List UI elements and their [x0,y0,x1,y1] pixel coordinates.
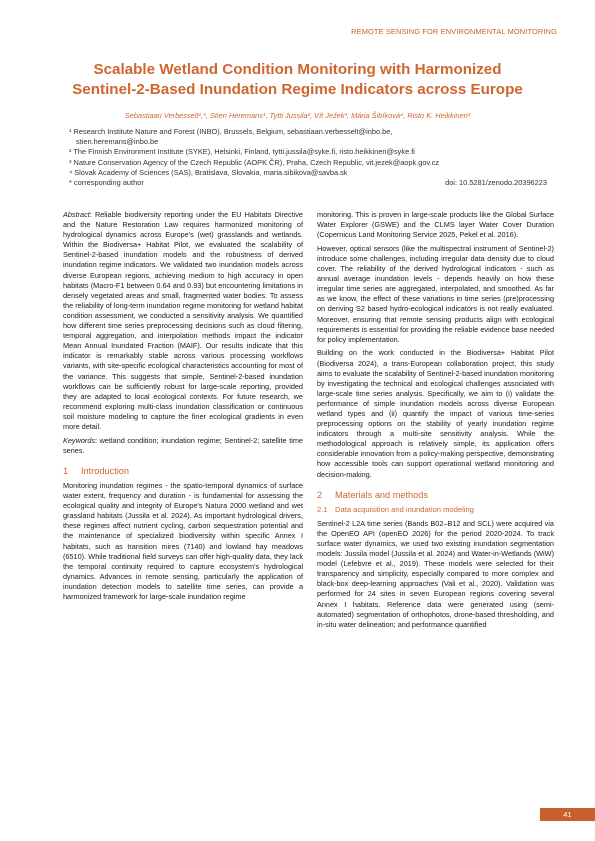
introduction-paragraph-3: Building on the work conducted in the Biodiversa+ Habitat Pilot (Biodiversa 2024), a trans-European collaboration project, this study aims to evaluate the scalability of Sentinel-2-based inundation monitoring by investigating the technical and ecological challenges associated with large-scale time series analysis. Specifically, we aim to (i) validate the performance of simple inundation models across diverse European wetland types and (ii) quantify the impact of various time-series preprocessing options on the stability of yearly inundation regime indicators through a multi-site sensitivity analysis. While the methodological approach is relatively simple, its application offers considerable innovation from a policy-making perspective, demonstrating how accessible tools can support operational wetland monitoring and decision-making. [317,348,554,479]
left-column [63,210,303,602]
section-heading-methods [317,490,554,500]
title-line-2: Sentinel-2-Based Inundation Regime Indicators across Europe [72,81,523,98]
abstract-label: Abstract [63,210,90,219]
abstract-text: : Reliable biodiversity reporting under the EU Habitats Directive and the Nature Restoration Law requires harmonized monitoring of hydrological dynamics across Europe's (wet) grasslands and wetlands. Within the Biodiversa+ Habitat Pilot, we evaluated the scalability of Sentinel-2-based inundation models and the robustness of derived inundation regime indicators. We validated two inundation models across diverse European regions, achieving medium to high accuracy in open habitats (Macro-F1 between 0.64 and 0.93) but encountering limitations in densely vegetated areas and small, fragmented water bodies. To assess the reliability of long-term inundation regime monitoring for wetland habitat condition assessment, we conducted a sensitivity analysis. We quantified how different time series preprocessing decisions such as cloud filtering, temporal aggregation, and interpolation methods impact the indicator Mean Annual Inundated Fraction (MAIF). Our results indicate that this indicator is remarkably stable across various processing workflows variants, with site-specific ecological characteristics accounting for most of the variance. This suggests that simple, Sentinel-2-based inundation workflows can be sufficiently robust for large-scale reporting, provided they are adapted to local ecological contexts. For future research, we recommend exploring multi-class inundation classification or continuous soil moisture modeling to capture the finer ecological gradients in even more detail. [63,210,303,431]
affiliation-3: ³ Nature Conservation Agency of the Czech Republic (AOPK ČR), Praha, Czech Republic, vit.jezek@aopk.gov.cz [69,157,440,167]
methods-paragraph-1: Sentinel-2 L2A time series (Bands B02–B12 and SCL) were acquired via the OpenEO API (openEO 2026) for the period 2020-2024. To track surface water dynamics, we used two existing inundation segmentation models: Jussila model (Jussila et al. 2024) and Water-in-Wetlands (WiW) model (Lefebvre et al., 2019). These models were selected for their transparency and simplicity, especially compared to more complex and black-box deep-learning approaches (Vali et al., 2020). Validation was performed for 24 sites in seven European regions covering several Annex I habitats. Reference data were generated using (semi-automated) segmentation of orthophotos, drone-based thresholding, and in-situ water delineation; and performance quantified [317,518,554,629]
introduction-paragraph-2: However, optical sensors (like the multispectral instrument of Sentinel-2) introduce some challenges, including irregular data density due to cloud cover. The reliability of the derived hydrological indicators - such as annual average inundation levels - depends heavily on how these irregular time series are aggregated, interpolated, and smoothed. As far as we know, the effect of these variations in time series (pre)processing on deriving S2 based hydro-ecological indicators is not really evaluated. Moreover, ensuring that remote sensing products align with ecological requirements is essential for providing the reliable evidence base needed for policy implementation. [317,243,554,344]
subsection-title: Data acquisition and inundation modeling [335,504,474,514]
title-line-1: Scalable Wetland Condition Monitoring with Harmonized [93,61,502,78]
author-list: Sebastiaan Verbesselt¹,*, Stien Heremans¹, Tytti Jussila², Vít Ježek³, Mária Šibíková⁴, Risto K. Heikkinen² [124,111,471,120]
keywords-text: : wetland condition; inundation regime; Sentinel-2; satellite time series. [63,435,303,455]
affiliation-1-cont: stien.heremans@inbo.be [76,137,159,147]
keywords-label: Keywords [63,435,96,445]
page-number: 41 [563,810,572,819]
introduction-paragraph-1-continued: monitoring. This is proven in large-scale products like the Global Surface Water Explorer (GSWE) and the CLMS layer Water Cover Duration (Copernicus Land Monitoring Service 2025, Pekel et al. 2016). [317,210,554,240]
keywords [63,436,303,456]
subsection-number: 2.1 [317,504,328,514]
subsection-heading-data-acquisition [317,505,554,515]
page-number-tab [540,808,595,821]
paper-title [40,60,555,100]
affiliation-4: ⁴ Slovak Academy of Sciences (SAS), Bratislava, Slovakia, maria.sibikova@savba.sk [69,167,348,177]
abstract [63,210,303,432]
affiliation-2: ² The Finnish Environment Institute (SYKE), Helsinki, Finland, tytti.jussila@syke.fi, risto.heikkinen@syke.fi [69,147,415,157]
corresponding-author-note: * corresponding author [69,178,144,188]
introduction-paragraph-1: Monitoring inundation regimes - the spatio-temporal dynamics of surface water extent, frequency and duration - is fundamental for assessing the ecological quality and integrity of Europe's Natura 2000 wetland and wet grassland habitats (Jussila et al. 2024). As important hydrological drivers, these regimes affect nutrient cycling, carbon sequestration potential and the maintenance of specialized biodiversity within specific Annex I habitats, such as transition mires (7140) and lowland hay meadows (6510). While traditional field surveys can offer high-quality data, they lack the temporal continuity required to capture ecosystem's hydrological dynamics. Advances in remote sensing, particularly the application of inundation detection models to satellite time series, can provide a harmonized framework for large-scale inundation regime [63,480,303,601]
section-number: 1 [63,465,69,476]
right-column [317,210,554,630]
section-number: 2 [317,489,323,500]
section-heading-introduction [63,466,303,476]
section-title: Introduction [81,465,130,476]
running-header: REMOTE SENSING FOR ENVIRONMENTAL MONITORING [351,27,557,36]
affiliations [69,127,559,188]
corresponding-row [69,178,559,188]
doi-link[interactable]: doi: 10.5281/zenodo.20396223 [445,178,547,188]
affiliation-1: ¹ Research Institute Nature and Forest (INBO), Brussels, Belgium, sebastiaan.verbesselt@inbo.be, [69,127,393,136]
section-title: Materials and methods [335,489,428,500]
